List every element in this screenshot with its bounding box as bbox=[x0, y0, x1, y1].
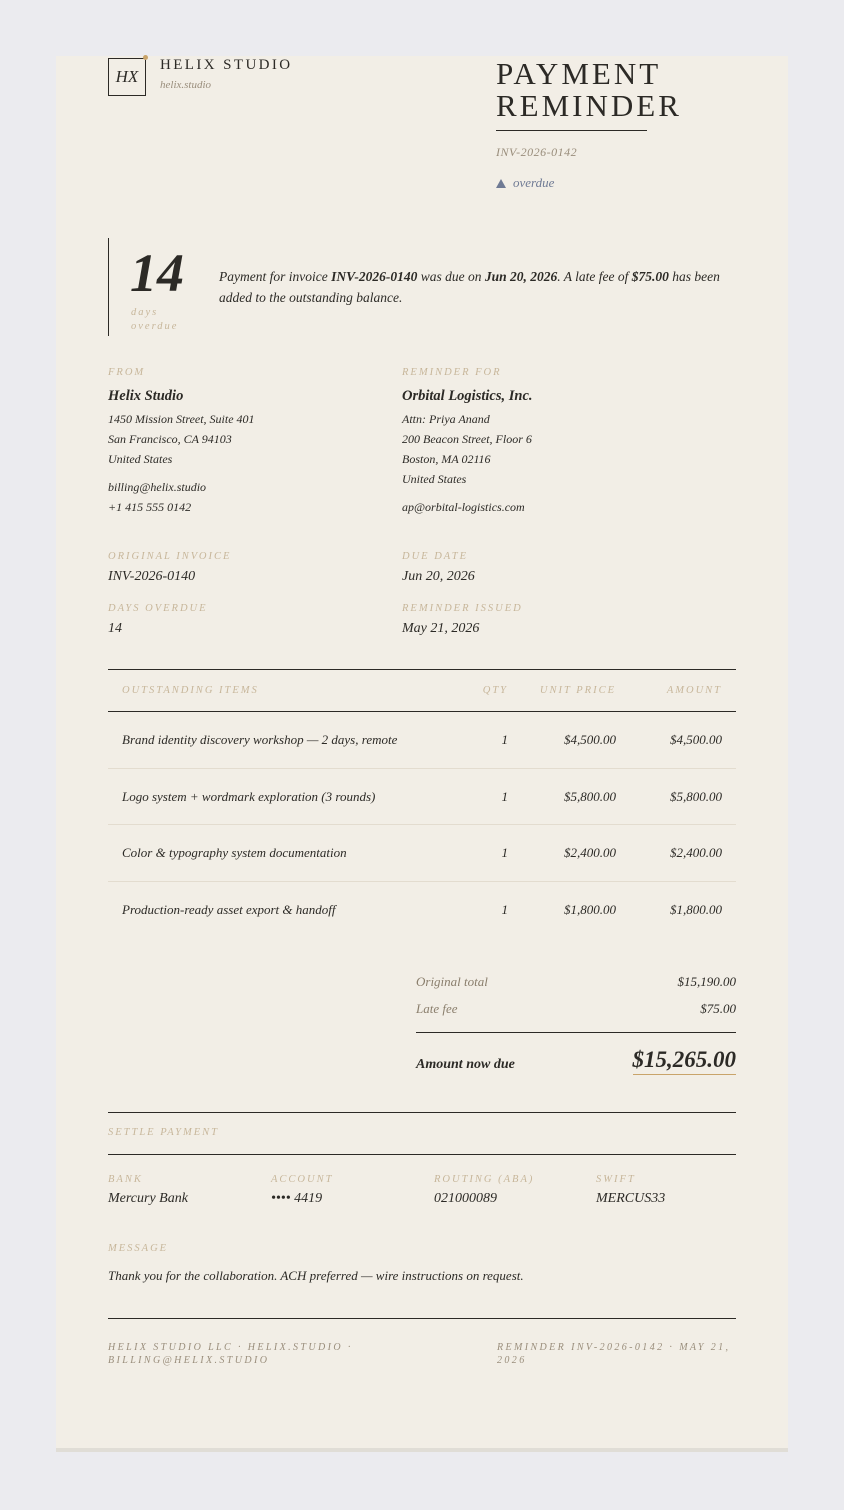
row-unit-price: $5,800.00 bbox=[564, 789, 616, 804]
footer-left-line-2: BILLING@HELIX.STUDIO bbox=[108, 1355, 270, 1366]
from-phone[interactable]: +1 415 555 0142 bbox=[108, 500, 192, 514]
original-invoice-value: INV-2026-0140 bbox=[108, 569, 196, 584]
table-top-rule bbox=[108, 669, 736, 670]
table-header-rule bbox=[108, 711, 736, 712]
document-number: INV-2026-0142 bbox=[496, 145, 578, 159]
studio-name: HELIX STUDIO bbox=[160, 57, 293, 73]
from-address-2: San Francisco, CA 94103 bbox=[108, 432, 232, 446]
late-fee-label: Late fee bbox=[416, 1001, 458, 1016]
from-address-1: 1450 Mission Street, Suite 401 bbox=[108, 412, 255, 426]
row-item: Brand identity discovery workshop — 2 days, remote bbox=[122, 732, 398, 747]
late-fee-value: $75.00 bbox=[700, 1001, 736, 1016]
reminder-issued-label: REMINDER ISSUED bbox=[402, 603, 523, 614]
due-date-block bbox=[402, 551, 475, 585]
days-caption-line-2: overdue bbox=[131, 321, 179, 332]
logo-accent-dot bbox=[143, 55, 148, 60]
row-item: Color & typography system documentation bbox=[122, 845, 347, 860]
payment-top-rule bbox=[108, 1112, 736, 1113]
row-qty: 1 bbox=[501, 732, 508, 747]
monogram-text: HX bbox=[115, 67, 139, 86]
to-email[interactable]: ap@orbital-logistics.com bbox=[402, 500, 525, 514]
routing-block bbox=[434, 1174, 534, 1207]
payment-header-rule bbox=[108, 1154, 736, 1155]
reminder-issued-value: May 21, 2026 bbox=[402, 621, 480, 636]
row-item: Production-ready asset export & handoff bbox=[122, 902, 336, 917]
due-date-value: Jun 20, 2026 bbox=[402, 569, 475, 584]
days-overdue-caption bbox=[131, 306, 178, 334]
routing-label: ROUTING (ABA) bbox=[434, 1174, 535, 1185]
footer-right-line-1: REMINDER INV-2026-0142 · MAY 21, bbox=[497, 1342, 731, 1353]
row-divider bbox=[108, 768, 736, 769]
original-invoice-block bbox=[108, 551, 231, 585]
account-block bbox=[271, 1174, 333, 1207]
notice-due-date: Jun 20, 2026 bbox=[484, 269, 558, 284]
notice-text-d: has been added to the outstanding balance. bbox=[219, 269, 720, 305]
days-overdue-value: 14 bbox=[108, 621, 122, 636]
settle-payment-label: SETTLE PAYMENT bbox=[108, 1127, 219, 1138]
status-badge bbox=[496, 175, 554, 191]
days-overdue-block bbox=[108, 603, 208, 637]
row-unit-price: $2,400.00 bbox=[564, 845, 616, 860]
to-address-1: 200 Beacon Street, Floor 6 bbox=[402, 432, 532, 446]
due-date-label: DUE DATE bbox=[402, 551, 469, 562]
notice-text-a: Payment for invoice bbox=[219, 269, 332, 284]
notice-text-c: . A late fee of bbox=[557, 269, 632, 284]
row-amount: $1,800.00 bbox=[670, 902, 722, 917]
account-label: ACCOUNT bbox=[271, 1174, 334, 1185]
row-amount: $4,500.00 bbox=[670, 732, 722, 747]
column-header-item: OUTSTANDING ITEMS bbox=[122, 685, 259, 696]
footer-rule bbox=[108, 1318, 736, 1319]
overdue-notice bbox=[219, 266, 749, 308]
row-divider bbox=[108, 881, 736, 882]
original-total-value: $15,190.00 bbox=[677, 974, 736, 989]
row-unit-price: $1,800.00 bbox=[564, 902, 616, 917]
document-title bbox=[496, 58, 682, 122]
to-attn: Attn: Priya Anand bbox=[402, 412, 490, 426]
to-country: United States bbox=[402, 472, 467, 486]
footer-right-line-2: 2026 bbox=[497, 1355, 527, 1366]
bank-label: BANK bbox=[108, 1174, 143, 1185]
row-qty: 1 bbox=[501, 789, 508, 804]
row-qty: 1 bbox=[501, 845, 508, 860]
notice-text-b: was due on bbox=[417, 269, 485, 284]
notice-accent-bar bbox=[108, 238, 109, 336]
from-label: FROM bbox=[108, 367, 146, 378]
swift-label: SWIFT bbox=[596, 1174, 636, 1185]
row-amount: $2,400.00 bbox=[670, 845, 722, 860]
days-overdue-number: 14 bbox=[130, 243, 184, 303]
row-unit-price: $4,500.00 bbox=[564, 732, 616, 747]
bank-block bbox=[108, 1174, 188, 1207]
reminder-issued-block bbox=[402, 603, 523, 637]
original-total-label: Original total bbox=[416, 974, 488, 989]
to-address-2: Boston, MA 02116 bbox=[402, 452, 491, 466]
row-divider bbox=[108, 824, 736, 825]
column-header-qty: QTY bbox=[482, 685, 508, 696]
notice-invoice: INV-2026-0140 bbox=[331, 269, 418, 284]
to-label: REMINDER FOR bbox=[402, 367, 502, 378]
status-text: overdue bbox=[513, 175, 555, 190]
swift-value: MERCUS33 bbox=[596, 1191, 666, 1206]
row-amount: $5,800.00 bbox=[670, 789, 722, 804]
row-item: Logo system + wordmark exploration (3 rounds) bbox=[122, 789, 376, 804]
swift-block bbox=[596, 1174, 665, 1207]
days-caption-line-1: days bbox=[131, 307, 159, 318]
title-line-2: REMINDER bbox=[496, 88, 682, 123]
to-block bbox=[402, 367, 533, 517]
amount-due-value: $15,265.00 bbox=[633, 1047, 737, 1075]
account-value: •••• 4419 bbox=[271, 1191, 323, 1206]
title-divider bbox=[496, 130, 647, 131]
message-label: MESSAGE bbox=[108, 1243, 169, 1254]
bank-value: Mercury Bank bbox=[108, 1191, 188, 1206]
notice-late-fee: $75.00 bbox=[631, 269, 669, 284]
from-email[interactable]: billing@helix.studio bbox=[108, 480, 207, 494]
routing-value: 021000089 bbox=[434, 1191, 497, 1206]
footer-left-line-1: HELIX STUDIO LLC · HELIX.STUDIO · bbox=[108, 1342, 353, 1353]
days-overdue-label: DAYS OVERDUE bbox=[108, 603, 208, 614]
studio-site: helix.studio bbox=[160, 79, 212, 91]
column-header-unit-price: UNIT PRICE bbox=[539, 685, 616, 696]
message-text: Thank you for the collaboration. ACH preferred — wire instructions on request. bbox=[108, 1268, 524, 1283]
from-block bbox=[108, 367, 255, 517]
row-qty: 1 bbox=[501, 902, 508, 917]
to-name: Orbital Logistics, Inc. bbox=[402, 388, 533, 404]
invoice-page bbox=[56, 56, 788, 1452]
column-header-amount: AMOUNT bbox=[666, 685, 722, 696]
footer-right bbox=[497, 1341, 730, 1367]
original-invoice-label: ORIGINAL INVOICE bbox=[108, 551, 232, 562]
amount-due-label: Amount now due bbox=[416, 1057, 515, 1072]
title-line-1: PAYMENT bbox=[496, 56, 662, 91]
warning-triangle-icon bbox=[496, 179, 506, 188]
footer-left bbox=[108, 1341, 353, 1367]
logo-monogram bbox=[108, 58, 146, 96]
totals-rule bbox=[416, 1032, 736, 1033]
from-country: United States bbox=[108, 452, 173, 466]
from-name: Helix Studio bbox=[108, 388, 184, 404]
